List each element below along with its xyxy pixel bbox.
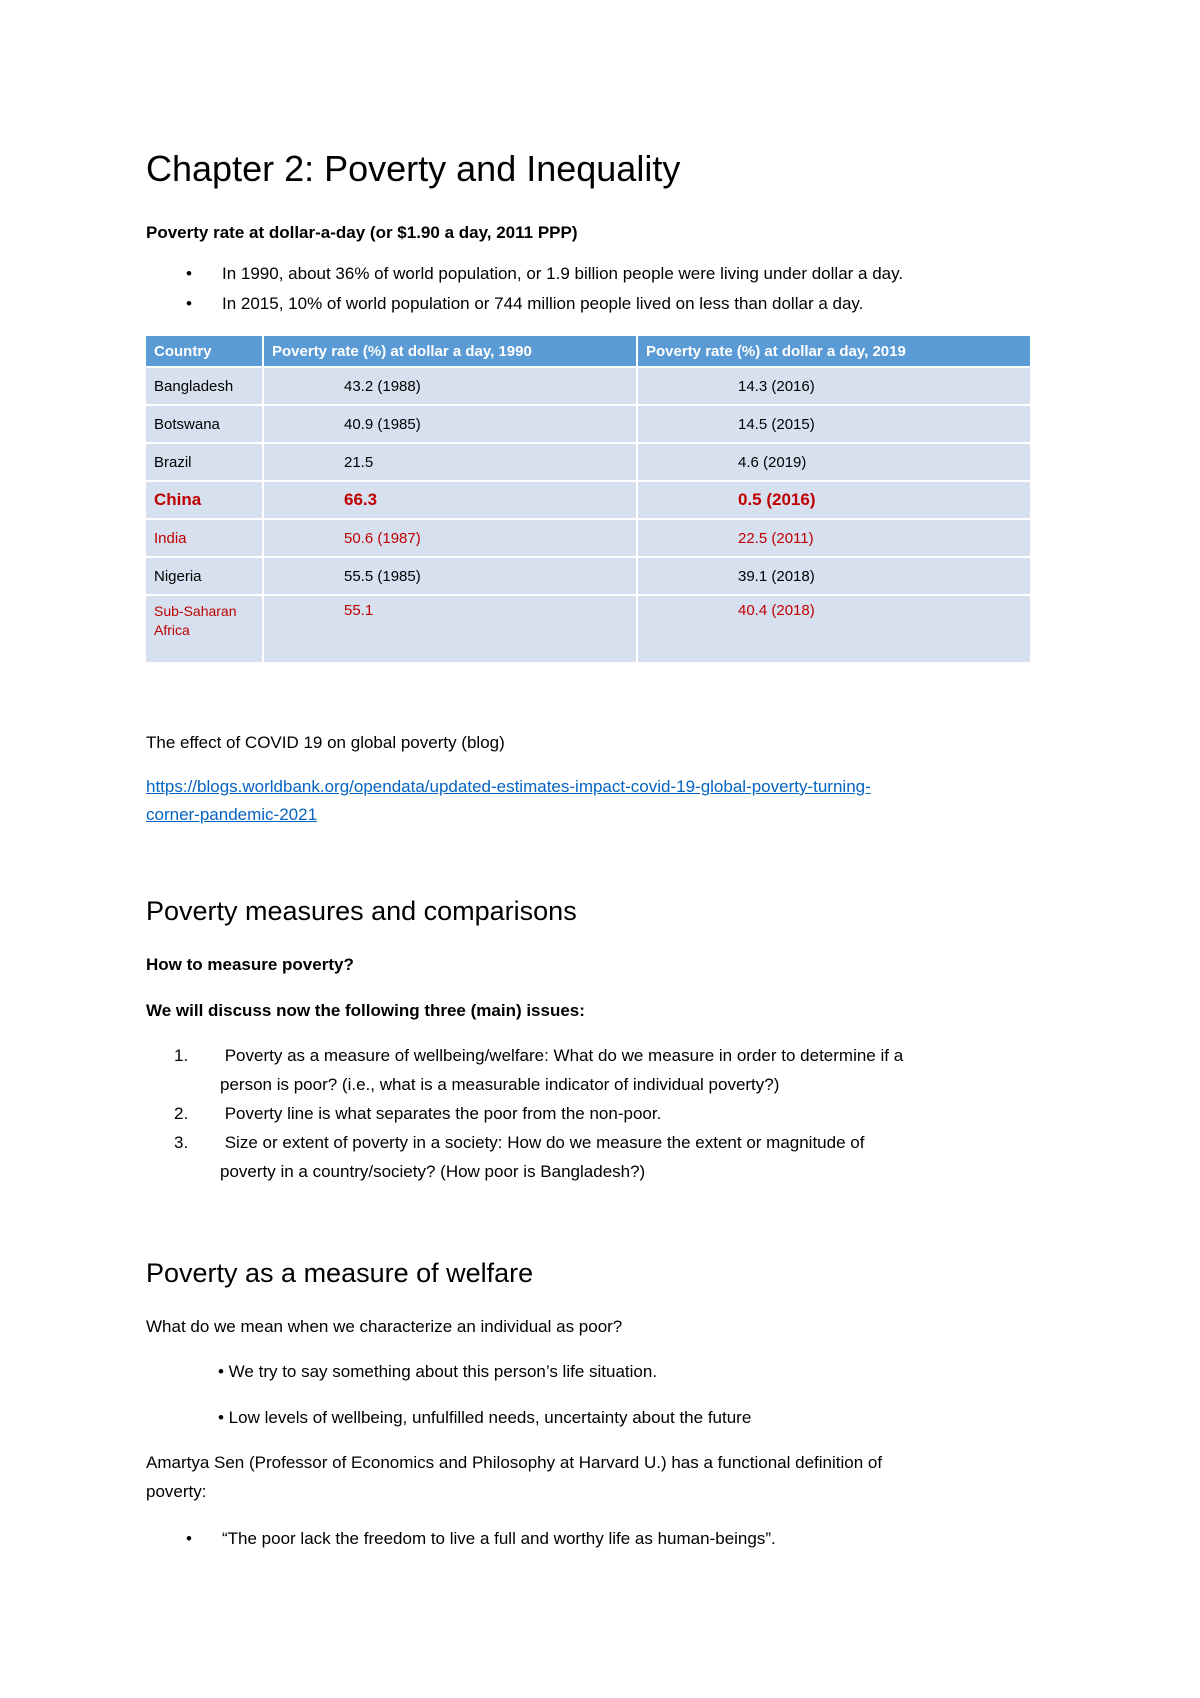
welfare-question: What do we mean when we characterize an individual as poor? (146, 1317, 623, 1336)
header-rate-1990: Poverty rate (%) at dollar a day, 1990 (263, 336, 637, 367)
sen-definition-continued: poverty: (146, 1482, 207, 1501)
sub-bullet-item: • Low levels of wellbeing, unfulfilled needs, uncertainty about the future (218, 1408, 752, 1427)
rate-2019-cell: 22.5 (2011) (637, 519, 1031, 557)
country-cell: Botswana (146, 405, 263, 443)
poverty-rate-subtitle: Poverty rate at dollar-a-day (or $1.90 a day, 2011 PPP) (146, 223, 578, 242)
rate-1990-cell: 66.3 (263, 481, 637, 519)
list-text: Poverty line is what separates the poor from the non-poor. (220, 1104, 662, 1123)
list-item (174, 1129, 864, 1157)
table-row (146, 595, 1031, 662)
list-item (174, 1100, 661, 1128)
header-country: Country (146, 336, 263, 367)
covid-blog-link[interactable]: https://blogs.worldbank.org/opendata/updated-estimates-impact-covid-19-global-poverty-turning- (146, 777, 871, 796)
bullet-icon: • (186, 1529, 192, 1548)
list-number: 1. (174, 1046, 189, 1065)
issues-intro: We will discuss now the following three (main) issues: (146, 1001, 585, 1020)
bullet-text: In 2015, 10% of world population or 744 million people lived on less than dollar a day. (222, 294, 864, 313)
table-row (146, 367, 1031, 405)
rate-2019-cell: 40.4 (2018) (637, 595, 1031, 662)
country-cell: Brazil (146, 443, 263, 481)
sen-quote: “The poor lack the freedom to live a full and worthy life as human-beings”. (222, 1529, 776, 1548)
bullet-icon: • (186, 264, 192, 283)
quote-bullet (186, 1525, 776, 1553)
rate-1990-cell: 55.5 (1985) (263, 557, 637, 595)
rate-1990-cell: 50.6 (1987) (263, 519, 637, 557)
rate-2019-cell: 4.6 (2019) (637, 443, 1031, 481)
rate-2019-cell: 14.3 (2016) (637, 367, 1031, 405)
country-cell: India (146, 519, 263, 557)
covid-text: The effect of COVID 19 on global poverty (blog) (146, 733, 505, 752)
question-how-to-measure: How to measure poverty? (146, 955, 354, 974)
poverty-table (146, 336, 1032, 662)
rate-1990-cell: 55.1 (263, 595, 637, 662)
country-cell: China (146, 481, 263, 519)
table-row (146, 519, 1031, 557)
list-text-continued: person is poor? (i.e., what is a measurable indicator of individual poverty?) (220, 1075, 780, 1094)
list-number: 3. (174, 1133, 189, 1152)
rate-2019-cell: 14.5 (2015) (637, 405, 1031, 443)
section-heading-measures: Poverty measures and comparisons (146, 896, 577, 926)
table-row (146, 481, 1031, 519)
rate-1990-cell: 40.9 (1985) (263, 405, 637, 443)
table-row (146, 405, 1031, 443)
country-cell: Sub-Saharan Africa (146, 595, 263, 662)
list-number: 2. (174, 1104, 189, 1123)
rate-2019-cell: 0.5 (2016) (637, 481, 1031, 519)
list-item (174, 1042, 903, 1070)
bullet-text: In 1990, about 36% of world population, or 1.9 billion people were living under dollar a day. (222, 264, 904, 283)
rate-1990-cell: 43.2 (1988) (263, 367, 637, 405)
rate-2019-cell: 39.1 (2018) (637, 557, 1031, 595)
section-heading-welfare: Poverty as a measure of welfare (146, 1258, 534, 1288)
list-text: Poverty as a measure of wellbeing/welfare: What do we measure in order to determine if a (220, 1046, 904, 1065)
country-cell: Nigeria (146, 557, 263, 595)
table-header-row (146, 336, 1031, 367)
table-row (146, 557, 1031, 595)
header-rate-2019: Poverty rate (%) at dollar a day, 2019 (637, 336, 1031, 367)
country-cell: Bangladesh (146, 367, 263, 405)
list-text: Size or extent of poverty in a society: How do we measure the extent or magnitude of (220, 1133, 865, 1152)
rate-1990-cell: 21.5 (263, 443, 637, 481)
sub-bullet-item: • We try to say something about this person’s life situation. (218, 1362, 658, 1381)
covid-blog-link-continued[interactable]: corner-pandemic-2021 (146, 805, 318, 824)
sen-definition: Amartya Sen (Professor of Economics and Philosophy at Harvard U.) has a functional definition of (146, 1453, 883, 1472)
intro-bullet (186, 260, 903, 288)
bullet-icon: • (186, 294, 192, 313)
list-text-continued: poverty in a country/society? (How poor is Bangladesh?) (220, 1162, 646, 1181)
intro-bullet (186, 290, 863, 318)
page-title: Chapter 2: Poverty and Inequality (146, 148, 681, 189)
table-row (146, 443, 1031, 481)
